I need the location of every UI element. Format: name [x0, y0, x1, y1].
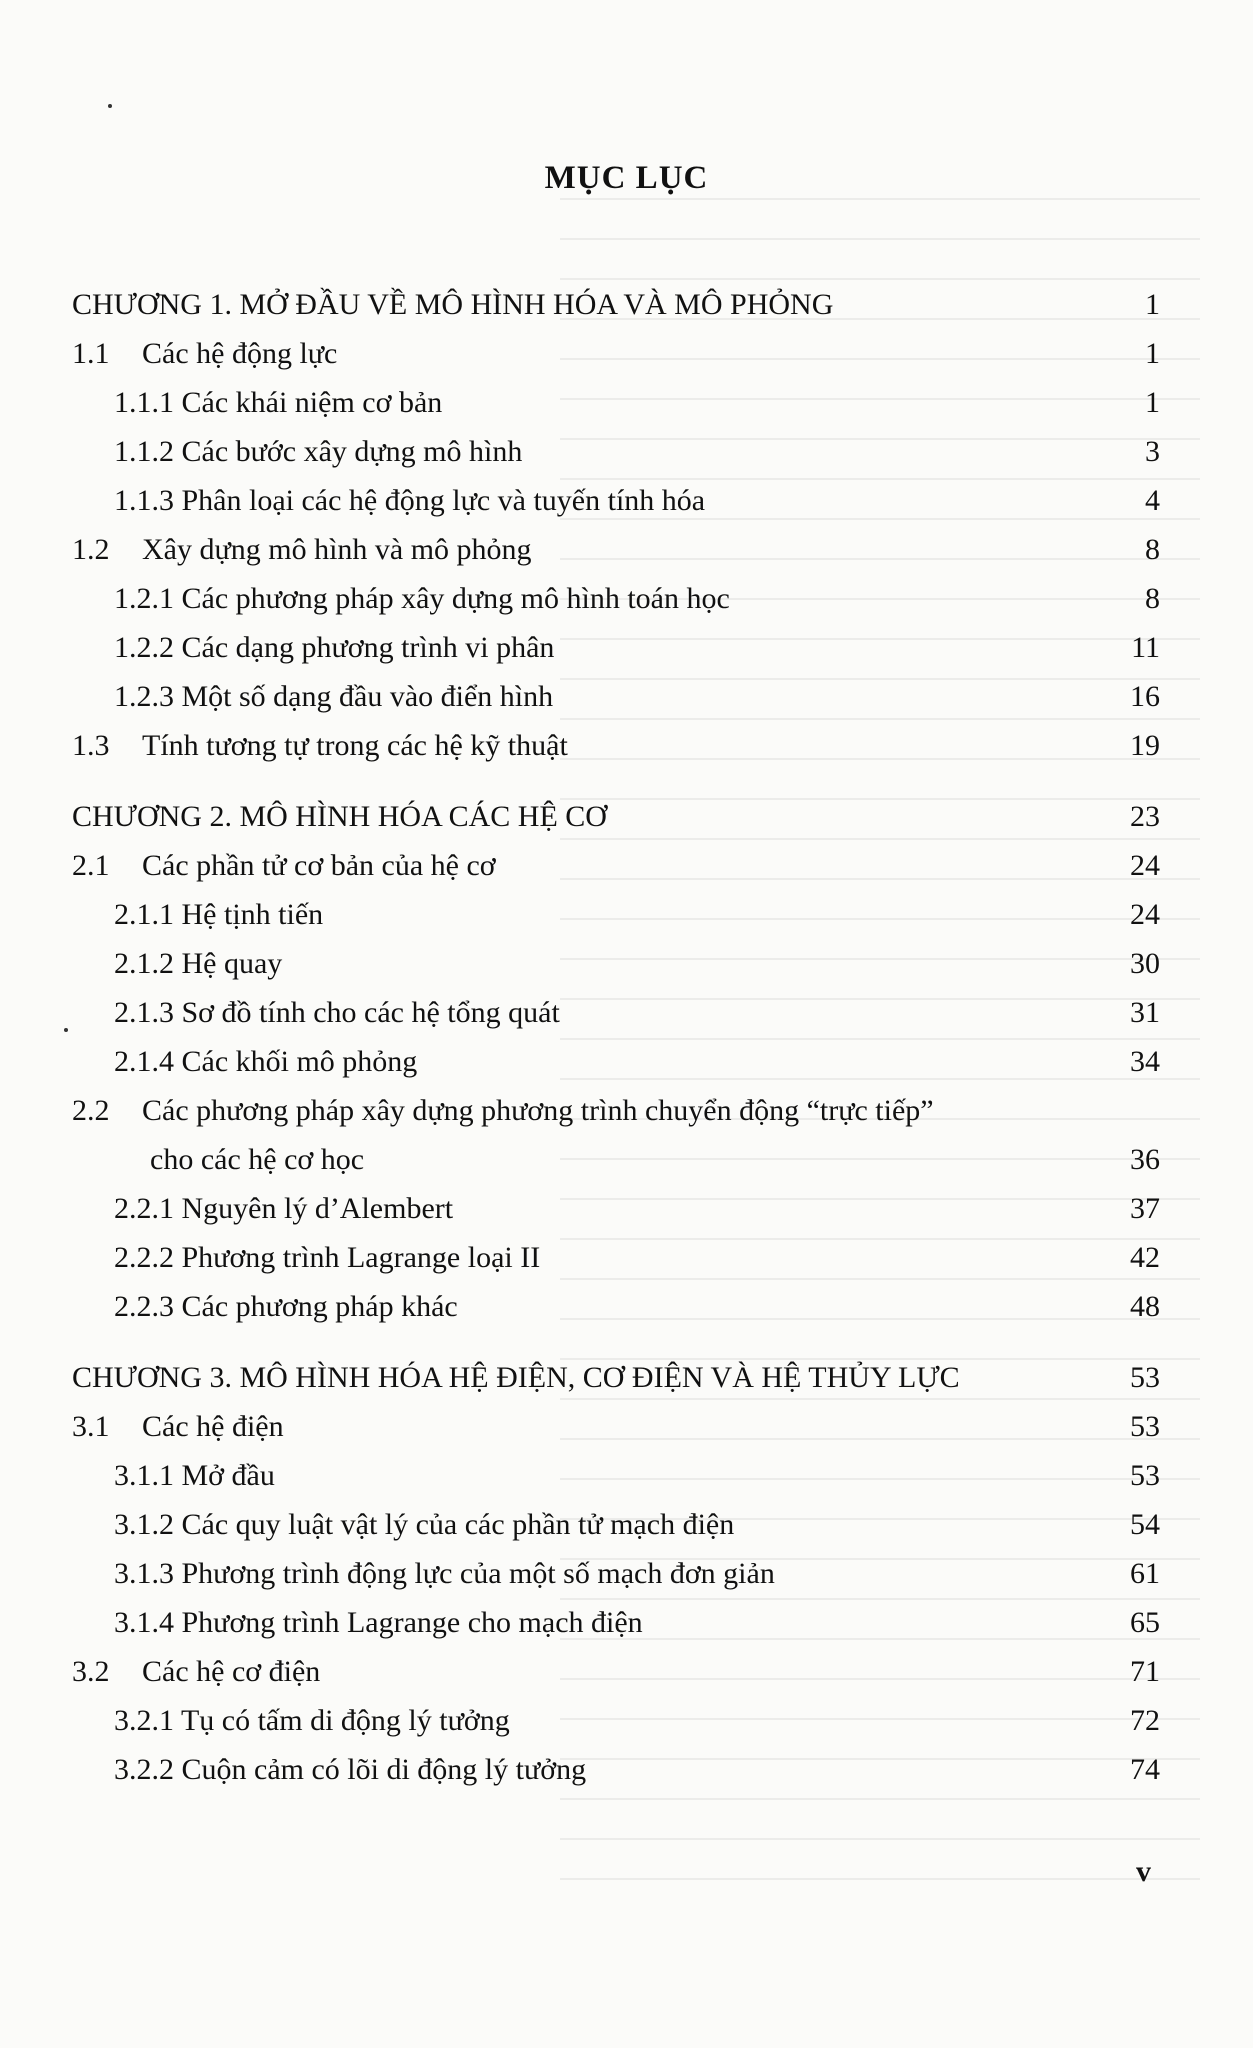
toc-subsection-entry — [72, 476, 1160, 525]
toc-entry-text: Các phần tử cơ bản của hệ cơ — [142, 849, 496, 882]
toc-entry-text: 2.2.2 Phương trình Lagrange loại II — [114, 1241, 541, 1274]
toc-page-number: 71 — [1130, 1655, 1160, 1688]
toc-section-number: 2.2 — [72, 1094, 110, 1127]
toc-page-number: 16 — [1130, 680, 1160, 713]
toc-entry-label — [72, 1500, 1100, 1549]
toc-subsection-entry — [72, 427, 1160, 476]
toc-chapter-entry — [72, 792, 1160, 841]
toc-page-number: 37 — [1130, 1192, 1160, 1225]
toc-page-number: 48 — [1130, 1290, 1160, 1323]
toc-page-number: 53 — [1130, 1361, 1160, 1394]
toc-page-number: 53 — [1130, 1459, 1160, 1492]
toc-entry-text: 3.1.1 Mở đầu — [114, 1459, 275, 1492]
toc-page-number: 36 — [1130, 1143, 1160, 1176]
table-of-contents — [72, 280, 1160, 1794]
toc-entry-label — [72, 1451, 1100, 1500]
toc-entry-label — [72, 721, 1100, 770]
toc-entry-label — [72, 1233, 1100, 1282]
toc-entry-label — [72, 1598, 1100, 1647]
toc-page-number: 1 — [1145, 337, 1160, 370]
toc-entry-label — [72, 280, 1100, 329]
toc-entry-text: 2.1.2 Hệ quay — [114, 947, 283, 980]
toc-entry-label — [72, 1745, 1100, 1794]
toc-section-number: 1.3 — [72, 729, 110, 762]
toc-entry-label — [72, 574, 1100, 623]
toc-page-number: 19 — [1130, 729, 1160, 762]
toc-entry-text: CHƯƠNG 3. MÔ HÌNH HÓA HỆ ĐIỆN, CƠ ĐIỆN VÀ HỆ THỦY LỰC — [72, 1361, 960, 1394]
toc-entry-text: Các hệ cơ điện — [142, 1655, 321, 1688]
toc-subsection-entry — [72, 1451, 1160, 1500]
toc-subsection-entry — [72, 1184, 1160, 1233]
toc-subsection-entry — [72, 1745, 1160, 1794]
toc-entry-label — [72, 841, 1100, 890]
toc-subsection-entry — [72, 574, 1160, 623]
toc-entry-label — [72, 329, 1100, 378]
toc-page-number: 72 — [1130, 1704, 1160, 1737]
toc-page-number: 61 — [1130, 1557, 1160, 1590]
toc-page-number: 11 — [1131, 631, 1160, 664]
toc-entry-label — [72, 525, 1100, 574]
toc-subsection-entry — [72, 378, 1160, 427]
toc-entry-text: 2.2.3 Các phương pháp khác — [114, 1290, 458, 1323]
toc-section-entry — [72, 525, 1160, 574]
toc-entry-text: 2.1.1 Hệ tịnh tiến — [114, 898, 324, 931]
toc-entry-label — [72, 1353, 1100, 1402]
toc-entry-label — [72, 672, 1100, 721]
toc-page-number: 4 — [1145, 484, 1160, 517]
toc-section-number: 1.2 — [72, 533, 110, 566]
toc-entry-text: Các phương pháp xây dựng phương trình chuyển động “trực tiếp” — [142, 1094, 934, 1127]
toc-entry-text: 3.2.2 Cuộn cảm có lõi di động lý tưởng — [114, 1753, 587, 1786]
toc-entry-text: CHƯƠNG 2. MÔ HÌNH HÓA CÁC HỆ CƠ — [72, 800, 607, 833]
toc-page-number: 31 — [1130, 996, 1160, 1029]
toc-entry-text: Xây dựng mô hình và mô phỏng — [142, 533, 532, 566]
toc-entry-text: 3.1.3 Phương trình động lực của một số mạch đơn giản — [114, 1557, 775, 1590]
toc-section-number: 3.2 — [72, 1655, 110, 1688]
toc-section-entry — [72, 1402, 1160, 1451]
speck — [108, 104, 112, 108]
toc-entry-text: Tính tương tự trong các hệ kỹ thuật — [142, 729, 568, 762]
toc-entry-text: CHƯƠNG 1. MỞ ĐẦU VỀ MÔ HÌNH HÓA VÀ MÔ PHỎNG — [72, 288, 834, 321]
toc-entry-text: 3.1.2 Các quy luật vật lý của các phần tử mạch điện — [114, 1508, 735, 1541]
toc-entry-label — [72, 890, 1100, 939]
toc-page-number: 34 — [1130, 1045, 1160, 1078]
toc-subsection-entry — [72, 1233, 1160, 1282]
toc-page-number: 42 — [1130, 1241, 1160, 1274]
page-number: v — [1136, 1855, 1151, 1888]
toc-chapter-entry — [72, 1353, 1160, 1402]
toc-entry-text: Các hệ điện — [142, 1410, 284, 1443]
toc-subsection-entry — [72, 1037, 1160, 1086]
toc-entry-label — [72, 1086, 1100, 1135]
toc-page-number: 3 — [1145, 435, 1160, 468]
toc-subsection-entry — [72, 1500, 1160, 1549]
toc-entry-label — [72, 1549, 1100, 1598]
toc-section-entry — [72, 1086, 1160, 1135]
toc-section-entry — [72, 1647, 1160, 1696]
toc-section-number: 2.1 — [72, 849, 110, 882]
toc-section-number: 3.1 — [72, 1410, 110, 1443]
toc-entry-text: 1.1.3 Phân loại các hệ động lực và tuyến tính hóa — [114, 484, 706, 517]
toc-page-number: 1 — [1145, 386, 1160, 419]
toc-subsection-entry — [72, 988, 1160, 1037]
toc-subsection-entry — [72, 623, 1160, 672]
toc-page-number: 65 — [1130, 1606, 1160, 1639]
toc-entry-label — [72, 988, 1100, 1037]
toc-entry-text: 3.2.1 Tụ có tấm di động lý tưởng — [114, 1704, 510, 1737]
toc-entry-text: 1.2.1 Các phương pháp xây dựng mô hình toán học — [114, 582, 730, 615]
toc-entry-text: 2.2.1 Nguyên lý d’Alembert — [114, 1192, 454, 1225]
toc-entry-label — [72, 1135, 1100, 1184]
toc-entry-text: cho các hệ cơ học — [150, 1143, 365, 1176]
toc-entry-label — [72, 1282, 1100, 1331]
toc-subsection-entry — [72, 1135, 1160, 1184]
toc-subsection-entry — [72, 1598, 1160, 1647]
toc-entry-text: 1.1.2 Các bước xây dựng mô hình — [114, 435, 523, 468]
toc-subsection-entry — [72, 1549, 1160, 1598]
toc-page-number: 8 — [1145, 533, 1160, 566]
toc-entry-label — [72, 1647, 1100, 1696]
toc-entry-label — [72, 1402, 1100, 1451]
toc-page-number: 1 — [1145, 288, 1160, 321]
speck — [64, 1028, 68, 1032]
toc-page-number: 24 — [1130, 849, 1160, 882]
toc-entry-label — [72, 1184, 1100, 1233]
toc-entry-label — [72, 939, 1100, 988]
toc-subsection-entry — [72, 939, 1160, 988]
toc-entry-label — [72, 792, 1100, 841]
toc-entry-label — [72, 1037, 1100, 1086]
toc-page-number: 53 — [1130, 1410, 1160, 1443]
toc-entry-text: 1.2.3 Một số dạng đầu vào điển hình — [114, 680, 554, 713]
toc-page-number: 8 — [1145, 582, 1160, 615]
toc-entry-label — [72, 623, 1100, 672]
toc-page-number: 74 — [1130, 1753, 1160, 1786]
page-title: MỤC LỤC — [544, 160, 709, 196]
toc-entry-label — [72, 378, 1100, 427]
toc-entry-label — [72, 1696, 1100, 1745]
toc-page-number: 23 — [1130, 800, 1160, 833]
toc-entry-text: 3.1.4 Phương trình Lagrange cho mạch điện — [114, 1606, 643, 1639]
toc-entry-text: 1.1.1 Các khái niệm cơ bản — [114, 386, 443, 419]
toc-page-number: 24 — [1130, 898, 1160, 931]
toc-entry-text: Các hệ động lực — [142, 337, 338, 370]
toc-subsection-entry — [72, 1696, 1160, 1745]
toc-section-entry — [72, 841, 1160, 890]
toc-subsection-entry — [72, 890, 1160, 939]
toc-entry-label — [72, 476, 1100, 525]
toc-entry-text: 2.1.4 Các khối mô phỏng — [114, 1045, 418, 1078]
toc-subsection-entry — [72, 1282, 1160, 1331]
toc-page-number: 54 — [1130, 1508, 1160, 1541]
toc-entry-label — [72, 427, 1100, 476]
toc-section-number: 1.1 — [72, 337, 110, 370]
toc-chapter-entry — [72, 280, 1160, 329]
toc-page-number: 30 — [1130, 947, 1160, 980]
toc-section-entry — [72, 721, 1160, 770]
toc-subsection-entry — [72, 672, 1160, 721]
toc-entry-text: 1.2.2 Các dạng phương trình vi phân — [114, 631, 555, 664]
toc-entry-text: 2.1.3 Sơ đồ tính cho các hệ tổng quát — [114, 996, 560, 1029]
toc-section-entry — [72, 329, 1160, 378]
